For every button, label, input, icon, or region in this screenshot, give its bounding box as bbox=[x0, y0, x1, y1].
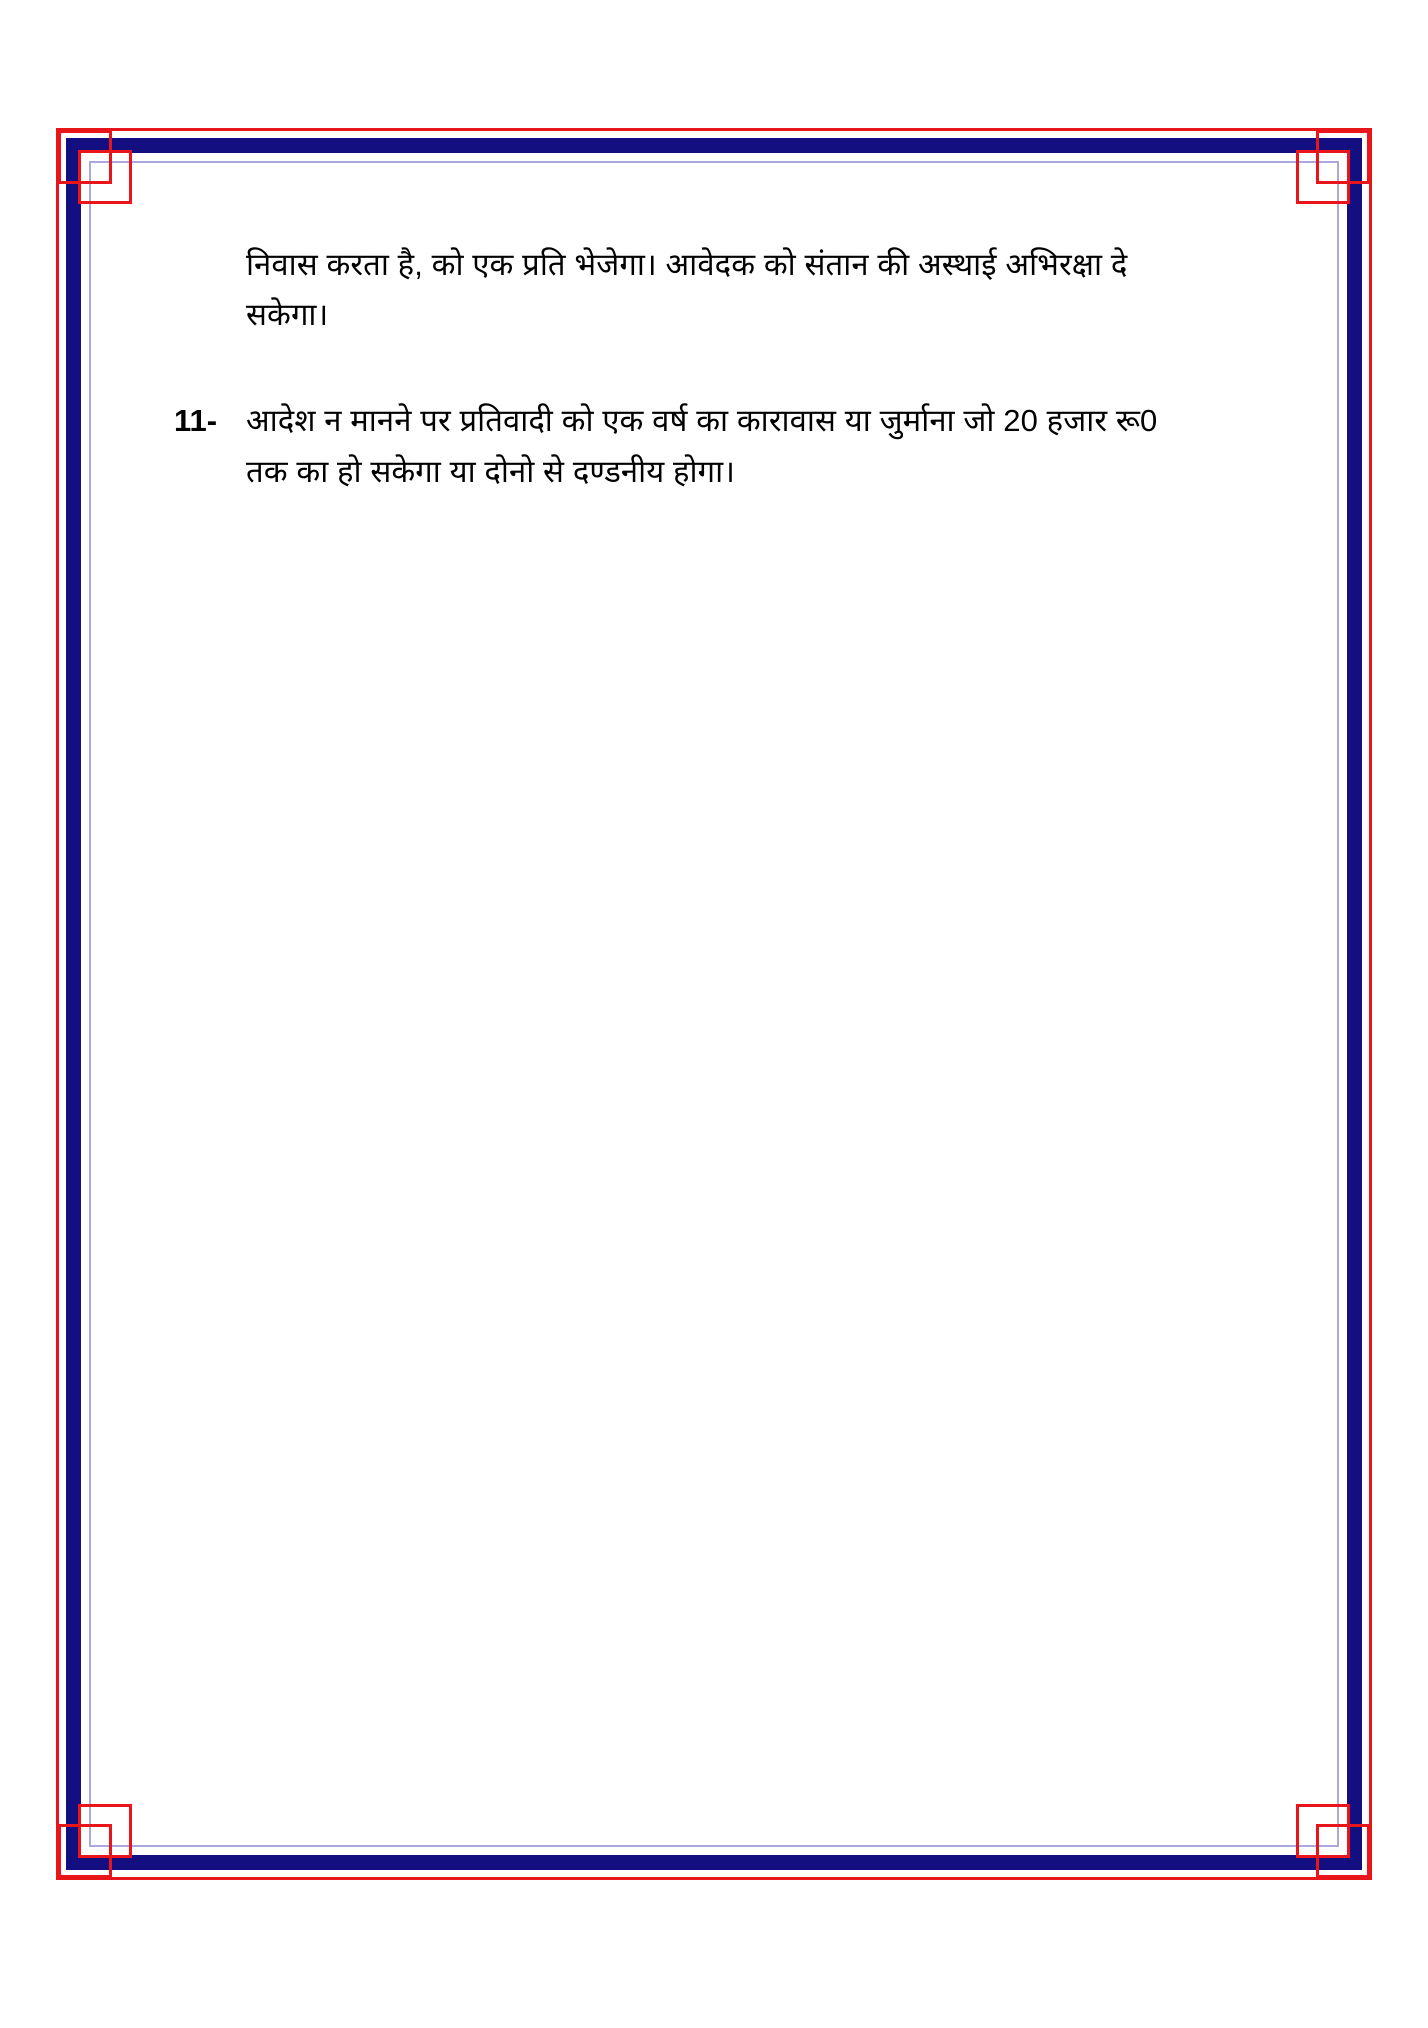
document-body bbox=[160, 240, 1235, 497]
corner-square-inner-icon bbox=[78, 150, 132, 204]
list-marker-11: 11- bbox=[174, 403, 218, 439]
numbered-item-11 bbox=[160, 396, 1235, 496]
corner-square-inner-icon bbox=[1296, 1804, 1350, 1858]
corner-ornament-top-right bbox=[1300, 114, 1386, 200]
corner-ornament-bottom-right bbox=[1300, 1808, 1386, 1894]
numbered-item-body bbox=[246, 396, 1235, 496]
corner-square-inner-icon bbox=[78, 1804, 132, 1858]
corner-square-inner-icon bbox=[1296, 150, 1350, 204]
corner-ornament-top-left bbox=[42, 114, 128, 200]
continuation-paragraph: निवास करता है, को एक प्रति भेजेगा। आवेदक को संतान की अस्थाई अभिरक्षा दे सकेगा। bbox=[246, 247, 1128, 333]
corner-ornament-bottom-left bbox=[42, 1808, 128, 1894]
numbered-item-text: आदेश न मानने पर प्रतिवादी को एक वर्ष का कारावास या जुर्माना जो 20 हजार रू0 तक का हो सकेगा या दोनो से दण्डनीय होगा। bbox=[246, 403, 1158, 489]
